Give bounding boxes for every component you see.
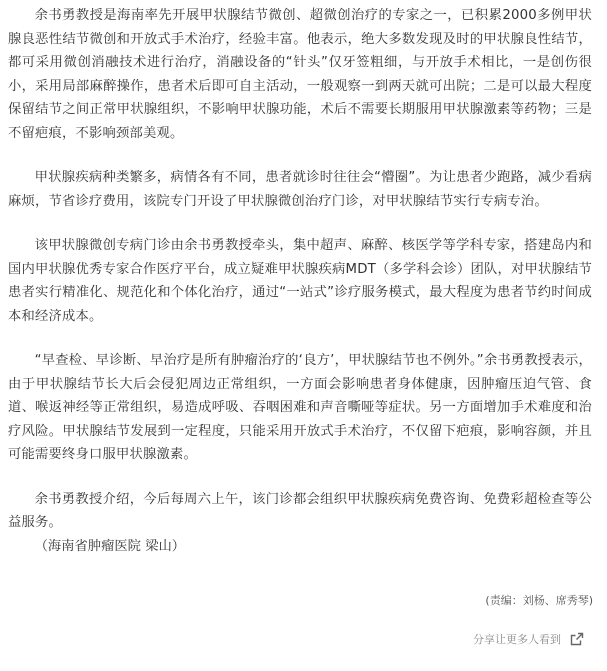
article-paragraph: 余书勇教授是海南率先开展甲状腺结节微创、超微创治疗的专家之一，已积累2000多例甲状腺良恶性结节微创和开放式手术治疗，经验丰富。他表示，绝大多数发现及时的甲状腺良性结节，都可采用微创消融技术进行治疗，消融设备的“针头”仅牙签粗细，与开放手术相比，一是创伤很小，采用局部麻醉操作，患者术后即可自主活动，一般观察一到两天就可出院；二是可以最大程度保留结节之间正常甲状腺组织，不影响甲状腺功能，术后不需要长期服用甲状腺激素等药物；三是不留疤痕，不影响颈部美观。 bbox=[8, 8, 592, 141]
article-paragraph: 该甲状腺微创专病门诊由余书勇教授牵头，集中超声、麻醉、核医学等学科专家，搭建岛内和国内甲状腺优秀专家合作医疗平台，成立疑难甲状腺疾病MDT（多学科会诊）团队，对甲状腺结节患者实行精准化、规范化和个体化治疗，通过“一站式”诊疗服务模式，最大程度为患者节约时间成本和经济成本。 bbox=[8, 238, 592, 324]
article-body bbox=[8, 4, 592, 558]
article-paragraph: “早查检、早诊断、早治疗是所有肿瘤治疗的‘良方’，甲状腺结节也不例外。”余书勇教授表示，由于甲状腺结节长大后会侵犯周边正常组织，一方面会影响患者身体健康，因肿瘤压迫气管、食道、喉返神经等正常组织，易造成呼吸、吞咽困难和声音嘶哑等症状。另一方面增加手术难度和治疗风险。甲状腺结节发展到一定程度，只能采用开放式手术治疗，不仅留下疤痕，影响容颜，并且可能需要终身口服甲状腺激素。 bbox=[8, 353, 592, 462]
editor-credit: (责编：刘杨、席秀琴) bbox=[485, 594, 593, 607]
share-external-icon bbox=[569, 631, 585, 647]
share-button[interactable] bbox=[473, 631, 585, 647]
article-paragraph: 余书勇教授介绍，今后每周六上午，该门诊都会组织甲状腺疾病免费咨询、免费彩超检查等公益服务。 bbox=[8, 491, 592, 530]
share-label: 分享让更多人看到 bbox=[473, 633, 561, 646]
article-paragraph: 甲状腺疾病种类繁多，病情各有不同，患者就诊时往往会“懵圈”。为让患者少跑路，减少看病麻烦，节省诊疗费用，该院专门开设了甲状腺微创治疗门诊，对甲状腺结节实行专病专治。 bbox=[8, 170, 592, 209]
article-source: （海南省肿瘤医院 梁山） bbox=[34, 538, 186, 554]
